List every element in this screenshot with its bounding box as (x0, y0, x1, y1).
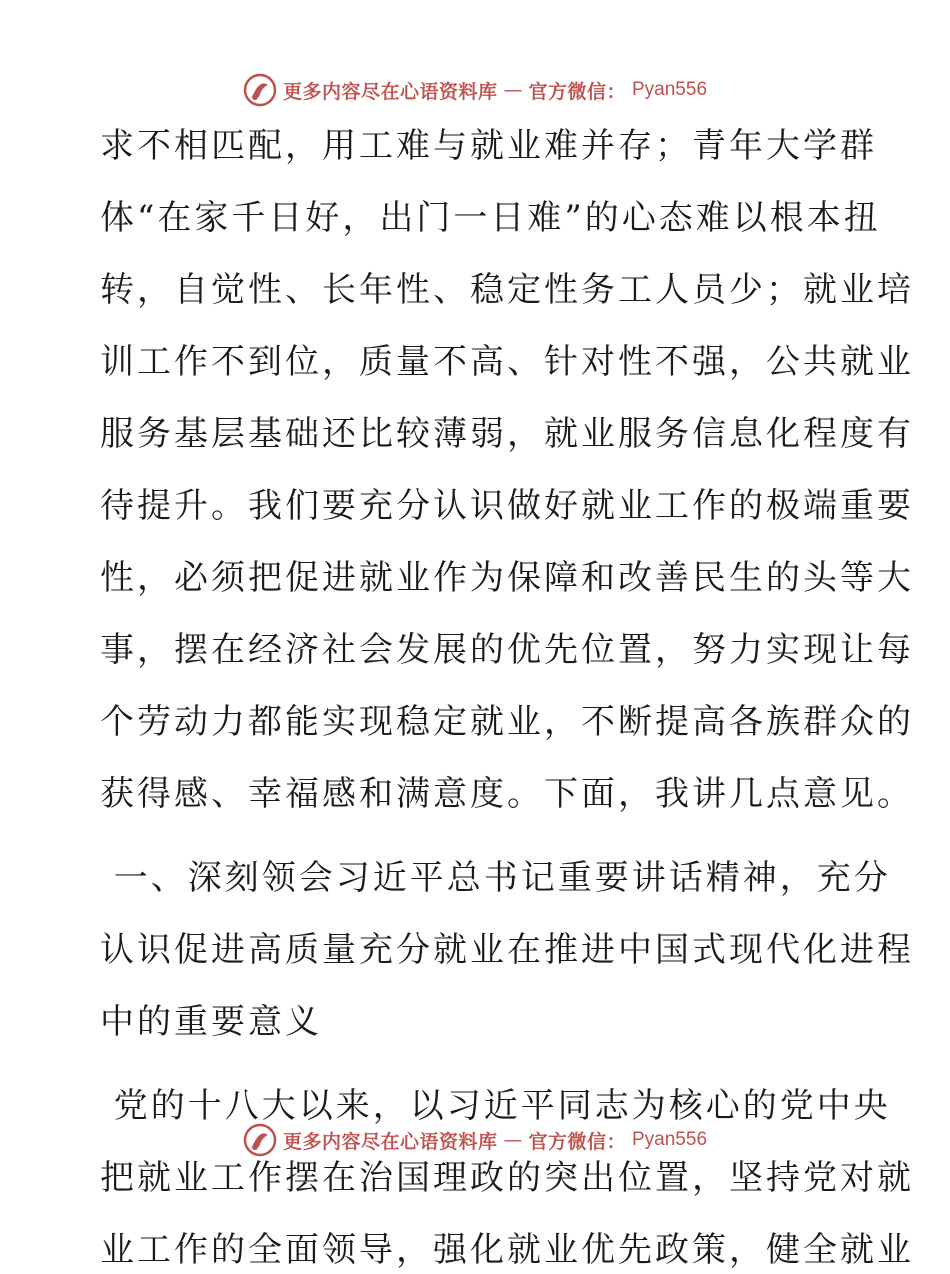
brand-logo-icon (243, 73, 277, 107)
body-line-1: 求不相匹配，用工难与就业难并存；青年大学群 (100, 126, 877, 166)
body-line-15: 把就业工作摆在治国理政的突出位置，坚持党对就 (100, 1158, 914, 1198)
brand-logo-icon (243, 1123, 277, 1157)
footer-banner-wechat-id: Pyan556 (632, 1129, 708, 1150)
body-line-9: 个劳动力都能实现稳定就业，不断提高各族群众的 (100, 702, 914, 742)
section-heading-line-3: 中的重要意义 (100, 1002, 322, 1042)
body-line-2: 体“在家千日好，出门一日难”的心态难以根本扭 (100, 198, 881, 238)
header-watermark-banner (0, 70, 950, 110)
section-heading-line-2: 认识促进高质量充分就业在推进中国式现代化进程 (100, 930, 914, 970)
body-line-14: 党的十八大以来，以习近平同志为核心的党中央 (100, 1086, 891, 1126)
body-line-8: 事，摆在经济社会发展的优先位置，努力实现让每 (100, 630, 914, 670)
body-line-4: 训工作不到位，质量不高、针对性不强，公共就业 (100, 342, 914, 382)
header-banner-wechat-label: 官方微信： (528, 80, 626, 103)
header-banner-separator: — (503, 79, 523, 101)
section-heading-line-1: 一、深刻领会习近平总书记重要讲话精神，充分 (100, 858, 891, 898)
body-line-10: 获得感、幸福感和满意度。下面，我讲几点意见。 (100, 774, 914, 814)
footer-banner-wechat-label: 官方微信： (528, 1130, 626, 1153)
body-line-16: 业工作的全面领导，强化就业优先政策，健全就业 (100, 1230, 914, 1270)
body-line-6: 待提升。我们要充分认识做好就业工作的极端重要 (100, 486, 914, 526)
body-line-3: 转，自觉性、长年性、稳定性务工人员少；就业培 (100, 270, 914, 310)
document-body (100, 122, 914, 1274)
footer-watermark-banner (0, 1120, 950, 1160)
footer-banner-text: 更多内容尽在心语资料库 (282, 1130, 498, 1153)
header-banner-wechat-id: Pyan556 (632, 79, 708, 100)
body-line-5: 服务基层基础还比较薄弱，就业服务信息化程度有 (100, 414, 914, 454)
header-banner-text: 更多内容尽在心语资料库 (282, 80, 498, 103)
body-line-7: 性，必须把促进就业作为保障和改善民生的头等大 (100, 558, 914, 598)
footer-banner-separator: — (503, 1129, 523, 1151)
